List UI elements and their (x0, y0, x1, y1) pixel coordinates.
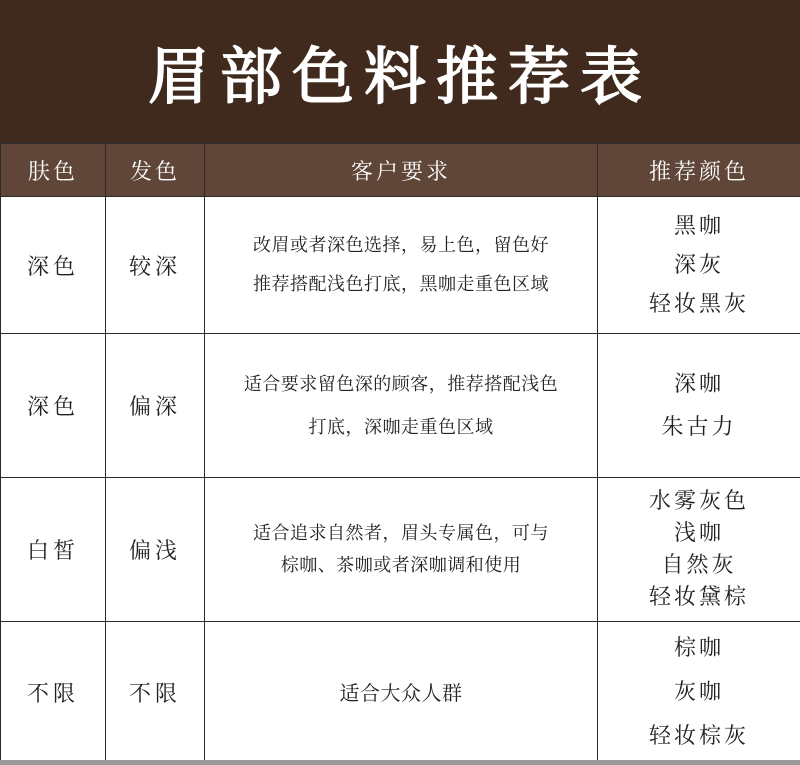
requirement-line: 改眉或者深色选择，易上色，留色好 (253, 235, 549, 256)
recommended-color-cell (598, 478, 800, 622)
table-row (1, 478, 800, 622)
recommended-color: 棕咖 (673, 635, 724, 661)
recommended-color: 轻妆黑灰 (648, 291, 749, 317)
requirement-line: 适合大众人群 (339, 680, 463, 705)
hair-color-cell: 不限 (106, 622, 205, 764)
requirement-line: 适合追求自然者，眉头专属色，可与 (253, 522, 549, 544)
header-hair-color: 发色 (106, 144, 205, 197)
hair-color-cell: 偏浅 (106, 478, 205, 622)
recommendation-table (0, 143, 800, 764)
requirement-cell (205, 622, 598, 764)
recommended-color: 深灰 (673, 252, 724, 278)
requirement-cell (205, 197, 598, 334)
requirement-line: 打底，深咖走重色区域 (308, 416, 494, 438)
header-recommended-color: 推荐颜色 (598, 144, 800, 197)
recommended-color: 黑咖 (673, 213, 724, 239)
recommended-color: 轻妆黛棕 (648, 584, 749, 610)
recommended-color: 深咖 (673, 371, 724, 397)
hair-color-cell: 较深 (106, 197, 205, 334)
recommended-color-cell (598, 197, 800, 334)
table-row (1, 197, 800, 334)
requirement-cell (205, 334, 598, 478)
title-banner (0, 0, 800, 143)
requirement-line: 推荐搭配浅色打底，黑咖走重色区域 (253, 274, 549, 295)
requirement-cell (205, 478, 598, 622)
header-skin-color: 肤色 (1, 144, 106, 197)
recommended-color-cell (598, 622, 800, 764)
skin-color-cell: 深色 (1, 334, 106, 478)
recommended-color: 浅咖 (673, 520, 724, 546)
recommended-color: 灰咖 (673, 679, 724, 705)
table-header-row (1, 144, 800, 197)
recommended-color: 水雾灰色 (648, 488, 749, 514)
skin-color-cell: 深色 (1, 197, 106, 334)
table-row (1, 622, 800, 764)
hair-color-cell: 偏深 (106, 334, 205, 478)
table-row (1, 334, 800, 478)
page-title: 眉部色料推荐表 (147, 40, 652, 113)
requirement-line: 棕咖、茶咖或者深咖调和使用 (280, 554, 522, 576)
bottom-divider (0, 760, 800, 765)
skin-color-cell: 白皙 (1, 478, 106, 622)
requirement-line: 适合要求留色深的顾客，推荐搭配浅色 (243, 373, 559, 395)
header-customer-requirement: 客户要求 (205, 144, 598, 197)
recommended-color-cell (598, 334, 800, 478)
recommended-color: 轻妆棕灰 (648, 723, 749, 749)
skin-color-cell: 不限 (1, 622, 106, 764)
recommended-color: 自然灰 (661, 552, 737, 578)
recommended-color: 朱古力 (661, 414, 737, 440)
